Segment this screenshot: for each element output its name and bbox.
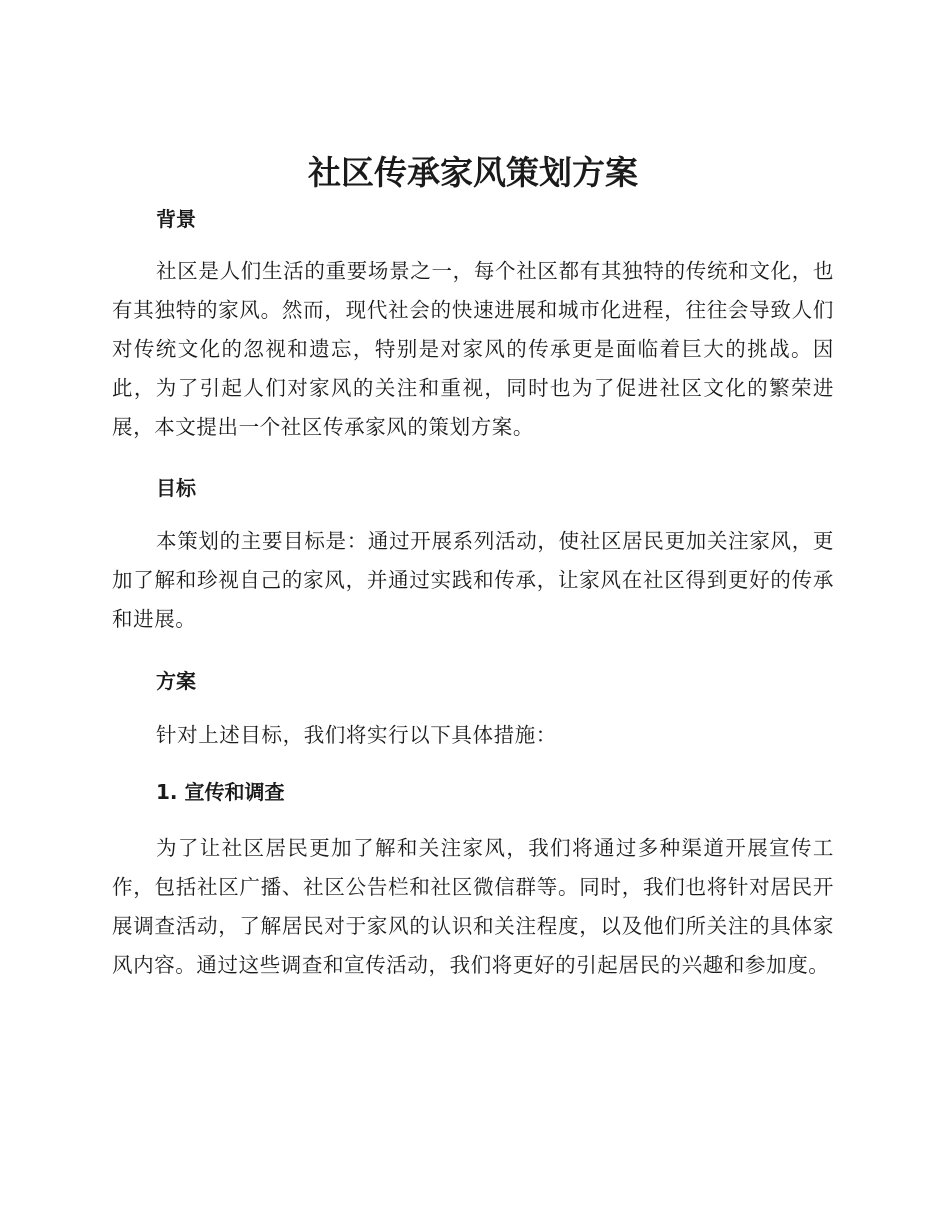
section-body-background: 社区是人们生活的重要场景之一，每个社区都有其独特的传统和文化，也有其独特的家风。然而，现代社会的快速进展和城市化进程，往往会导致人们对传统文化的忽视和遗忘，特别是对家风的传承更是面临着巨大的挑战。因此，为了引起人们对家风的关注和重视，同时也为了促进社区文化的繁荣进展，本文提出一个社区传承家风的策划方案。 bbox=[112, 259, 834, 439]
section-heading-background: 背景 bbox=[156, 207, 196, 231]
section-heading-goal: 目标 bbox=[156, 476, 196, 500]
document-page bbox=[112, 150, 834, 985]
section-body-plan: 针对上述目标，我们将实行以下具体措施： bbox=[156, 723, 557, 747]
section-heading-publicity: 1. 宣传和调查 bbox=[156, 780, 285, 804]
section-body-publicity: 为了让社区居民更加了解和关注家风，我们将通过多种渠道开展宣传工作，包括社区广播、社区公告栏和社区微信群等。同时，我们也将针对居民开展调查活动，了解居民对于家风的认识和关注程度，以及他们所关注的具体家风内容。通过这些调查和宣传活动，我们将更好的引起居民的兴趣和参加度。 bbox=[112, 836, 834, 977]
section-body-goal: 本策划的主要目标是：通过开展系列活动，使社区居民更加关注家风，更加了解和珍视自己的家风，并通过实践和传承，让家风在社区得到更好的传承和进展。 bbox=[112, 529, 834, 631]
document-title: 社区传承家风策划方案 bbox=[308, 153, 638, 192]
section-heading-plan: 方案 bbox=[156, 669, 196, 693]
